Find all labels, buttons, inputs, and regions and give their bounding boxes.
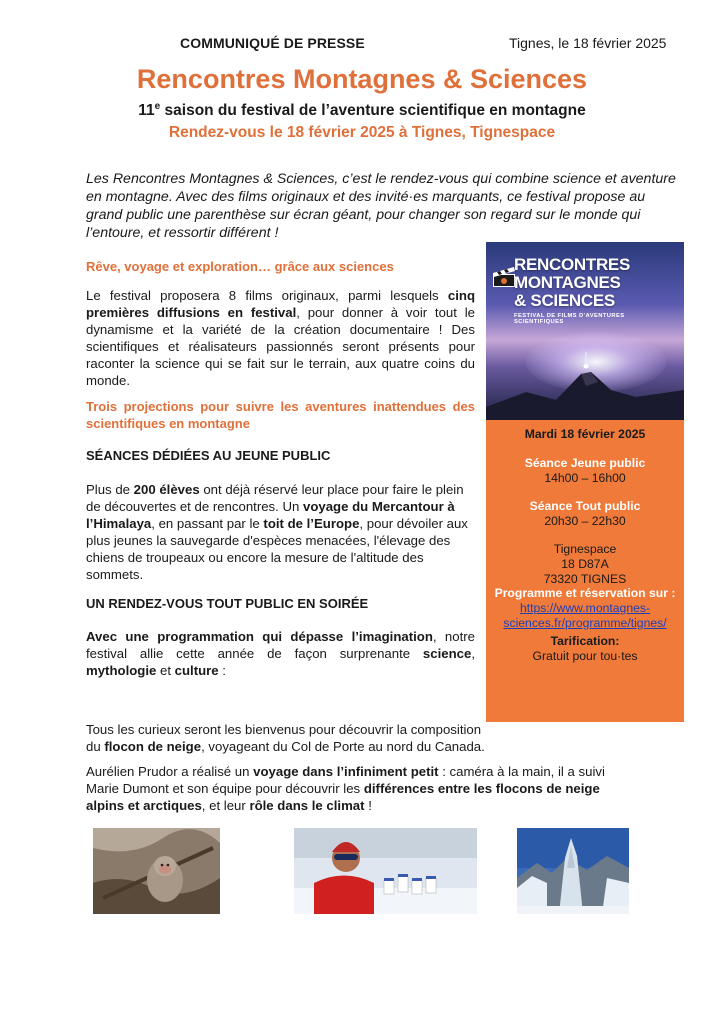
page-subtitle: 11e saison du festival de l’aventure scientifique en montagne (138, 101, 586, 120)
photo-ice-stupa (517, 828, 629, 914)
page-title: Rencontres Montagnes & Sciences (136, 64, 588, 94)
info-venue: Tignespace (553, 542, 617, 556)
poster-line-3: & SCIENCES (514, 291, 615, 310)
section-heading-dream: Rêve, voyage et exploration… grâce aux sciences (86, 259, 394, 274)
section-paragraph-prudor: Aurélien Prudor a réalisé un voyage dans l’infiniment petit : caméra à la main, il a suivi Marie Dumont et son équipe pour découvrir les différences entre les flocons de neige alpins et arctiques, et leur rôle dans le climat ! (86, 764, 605, 813)
poster-line-1: RENCONTRES (514, 255, 631, 274)
intro-paragraph: Les Rencontres Montagnes & Sciences, c’est le rendez-vous qui combine science et aventure en montagne. Avec des films originaux et des invité·es marquants, ce festival propose au grand public une parenthèse sur écran géant, pour changer son regard sur le monde qui l’entoure, et ressortir différent ! (86, 171, 676, 241)
poster-tagline: FESTIVAL DE FILMS D’AVENTURES SCIENTIFIQUES (514, 313, 625, 325)
photo-snow-monkey (93, 828, 220, 914)
section-paragraph-evening: Avec une programmation qui dépasse l’imagination, notre festival allie cette année de façon surprenante science, mythologie et culture : (86, 629, 475, 678)
festival-poster (486, 242, 684, 420)
poster-logo (514, 256, 674, 325)
section-heading-young: SÉANCES DÉDIÉES AU JEUNE PUBLIC (86, 448, 331, 463)
info-address: 18 D87A (561, 557, 609, 571)
info-program-label: Programme et réservation sur : (494, 586, 676, 600)
poster-mountain-icon (486, 352, 684, 420)
press-release-label: COMMUNIQUÉ DE PRESSE (180, 35, 365, 51)
section-paragraph-snowflake: Tous les curieux seront les bienvenus pour découvrir la composition du flocon de neige, voyageant du Col de Porte au nord du Canada. (86, 722, 485, 754)
event-rendezvous: Rendez-vous le 18 février 2025 à Tignes, Tignespace (168, 124, 556, 141)
info-all-time: 20h30 – 22h30 (544, 514, 626, 528)
info-program-link[interactable]: https://www.montagnes- sciences.fr/programme/tignes/ (503, 601, 667, 630)
release-date: Tignes, le 18 février 2025 (509, 35, 667, 51)
info-city: 73320 TIGNES (543, 572, 627, 586)
section-heading-evening: UN RENDEZ-VOUS TOUT PUBLIC EN SOIRÉE (86, 596, 369, 611)
poster-line-2: MONTAGNES (514, 273, 621, 292)
info-all-label: Séance Tout public (529, 499, 641, 513)
info-young-label: Séance Jeune public (524, 456, 646, 470)
info-young-time: 14h00 – 16h00 (544, 471, 626, 485)
event-info-box (486, 420, 684, 722)
section-paragraph-films: Le festival proposera 8 films originaux, parmi lesquels cinq premières diffusions en festival, pour donner à voir tout le dynamisme et la variété de la création documentaire ! Des scientifiques et réalisateurs passionnés seront présents pour raconter la science qui se fait sur le terrain, aux quatre coins du monde. (86, 288, 475, 388)
info-price-label: Tarification: (550, 634, 620, 648)
section-heading-projections: Trois projections pour suivre les aventures inattendues des scientifiques en montagne (86, 399, 475, 431)
info-date: Mardi 18 février 2025 (524, 427, 646, 441)
photo-researcher-snow (294, 828, 477, 914)
info-price-value: Gratuit pour tou·tes (532, 649, 638, 663)
section-paragraph-young: Plus de 200 élèves ont déjà réservé leur place pour faire le plein de découvertes et de rencontres. Un voyage du Mercantour à l’Himalaya, en passant par le toit de l’Europe, pour dévoiler aux plus jeunes la sauvegarde d'espèces menacées, l'élevage des chiens de troupeaux ou encore la mesure de l'altitude des sommets. (86, 482, 468, 582)
clapperboard-icon (492, 266, 516, 288)
